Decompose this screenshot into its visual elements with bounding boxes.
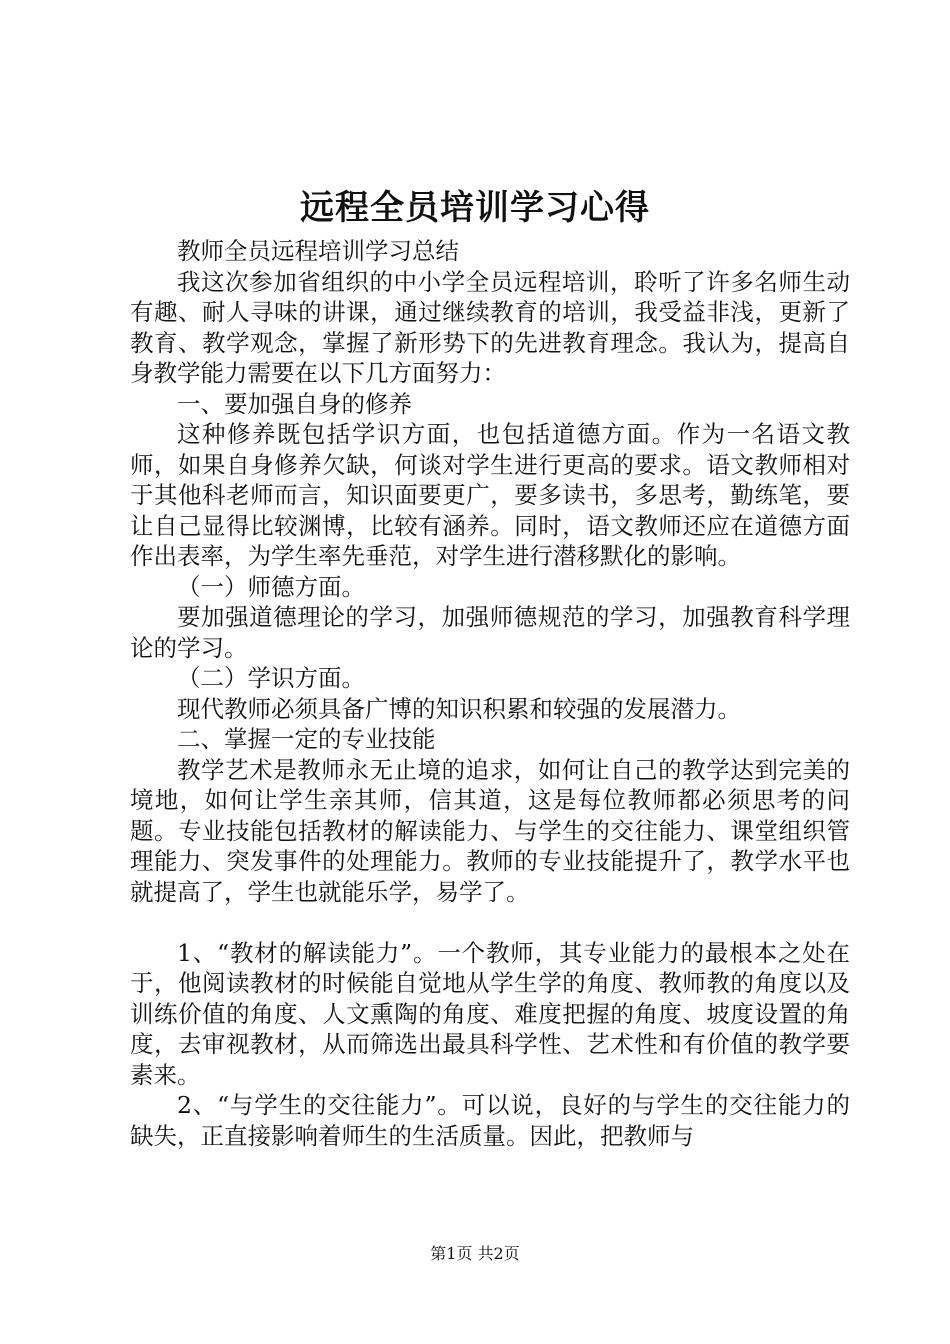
document-title: 远程全员培训学习心得	[300, 188, 650, 228]
paragraph: 2、“与学生的交往能力”。可以说，良好的与学生的交往能力的缺失，正直接影响着师生的生活质量。因此，把教师与	[130, 1091, 850, 1150]
subsection-heading: （二）学识方面。	[177, 664, 365, 692]
paragraph: 我这次参加省组织的中小学全员远程培训，聆听了许多名师生动有趣、耐人寻味的讲课，通过继续教育的培训，我受益非浅，更新了教育、教学观念，掌握了新形势下的先进教育理念。我认为，提高自身教学能力需要在以下几方面努力：	[130, 267, 850, 387]
paragraph: 这种修养既包括学识方面，也包括道德方面。作为一名语文教师，如果自身修养欠缺，何谈对学生进行更高的要求。语文教师相对于其他科老师而言，知识面要更广，要多读书，多思考，勤练笔，要让自己显得比较渊博，比较有涵养。同时，语文教师还应在道德方面作出表率，为学生率先垂范，对学生进行潜移默化的影响。	[130, 420, 850, 570]
paragraph: 教学艺术是教师永无止境的追求，如何让自己的教学达到完美的境地，如何让学生亲其师，信其道，这是每位教师都必须思考的问题。专业技能包括教材的解读能力、与学生的交往能力、课堂组织管理能力、突发事件的处理能力。教师的专业技能提升了，教学水平也就提高了，学生也就能乐学，易学了。	[130, 755, 850, 906]
paragraph: 现代教师必须具备广博的知识积累和较强的发展潜力。	[177, 694, 741, 723]
section-heading: 一、要加强自身的修养	[177, 389, 412, 418]
subsection-heading: （一）师德方面。	[177, 572, 365, 601]
paragraph: 要加强道德理论的学习，加强师德规范的学习，加强教育科学理论的学习。	[130, 603, 850, 662]
page-footer: 第1页 共2页	[430, 1244, 520, 1263]
blank-line	[130, 907, 850, 938]
section-heading: 二、掌握一定的专业技能	[177, 725, 436, 753]
document-body	[130, 236, 850, 1151]
paragraph: 1、“教材的解读能力”。一个教师，其专业能力的最根本之处在于，他阅读教材的时候能自觉地从学生学的角度、教师教的角度以及训练价值的角度、人文熏陶的角度、难度把握的角度、坡度设置的角度，去审视教材，从而筛选出最具科学性、艺术性和有价值的教学要素来。	[130, 938, 850, 1089]
paragraph: 教师全员远程培训学习总结	[177, 237, 459, 265]
